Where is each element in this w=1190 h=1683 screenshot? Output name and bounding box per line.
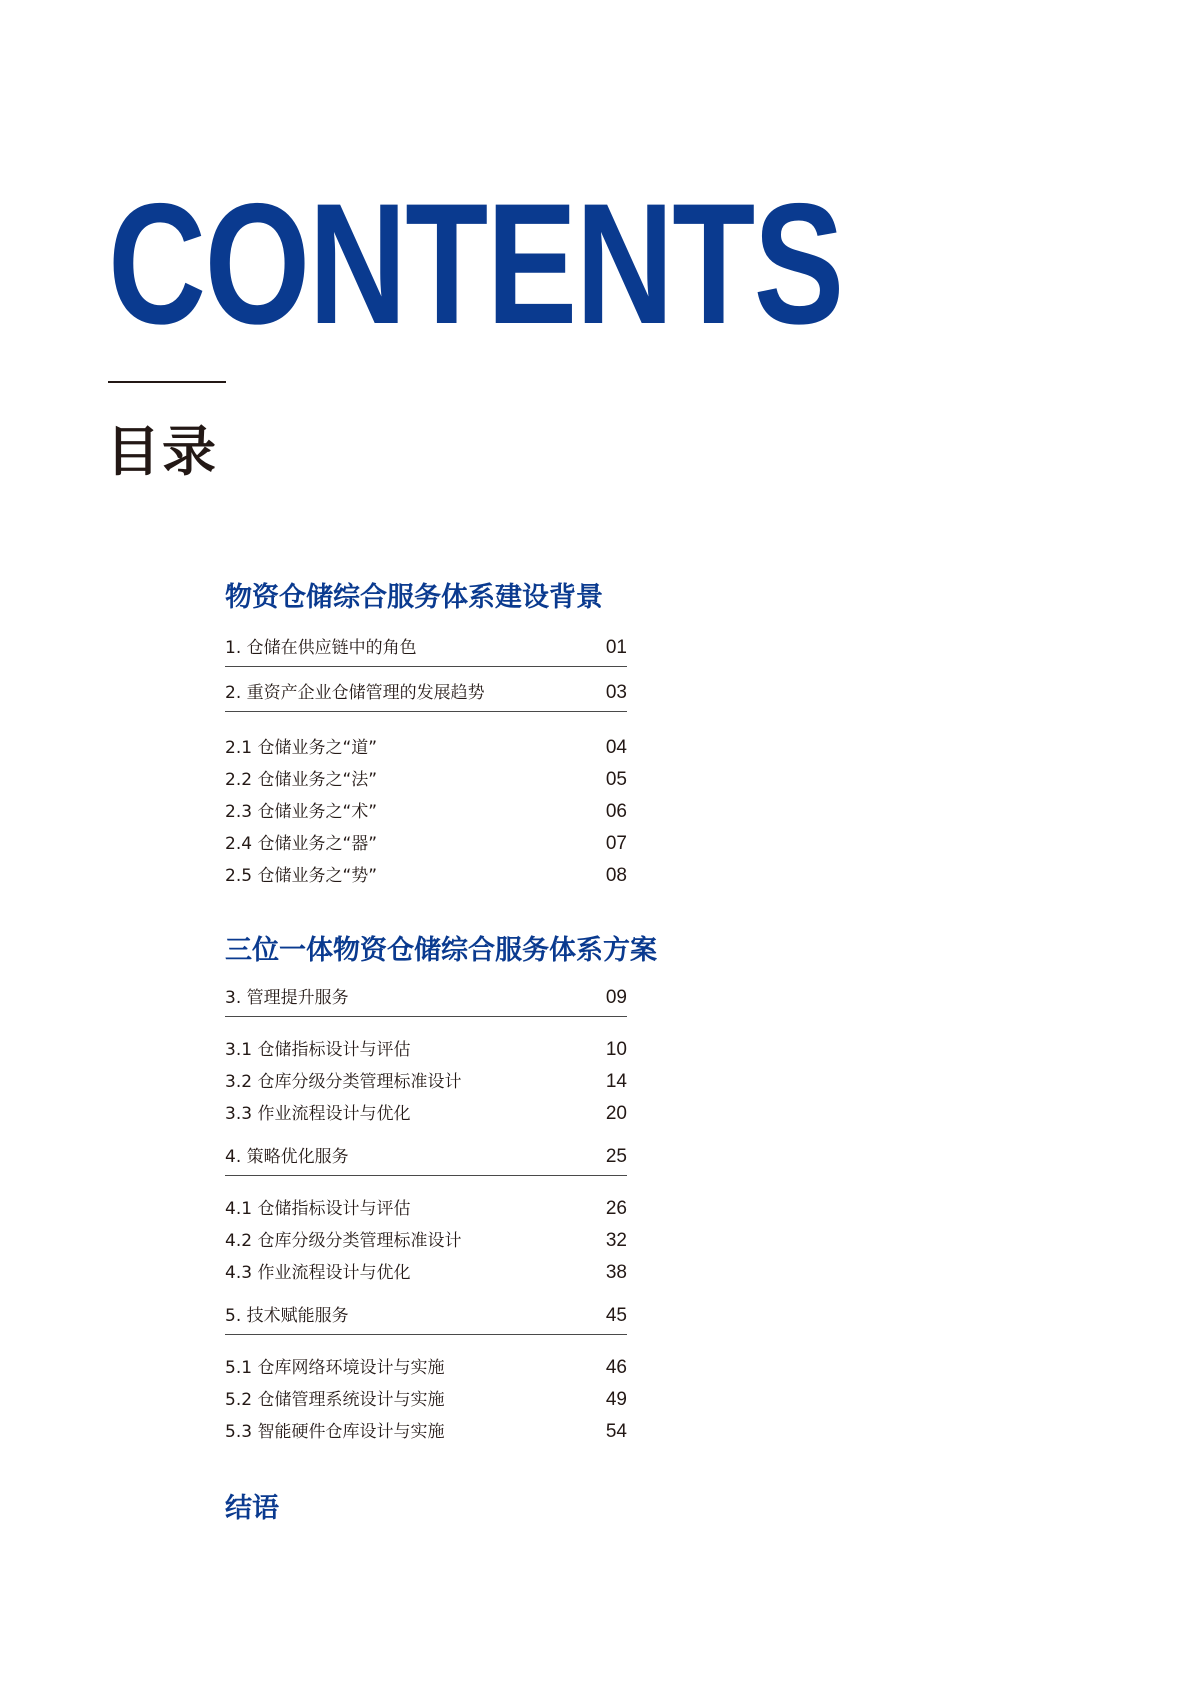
toc-entry-page: 49: [605, 1389, 627, 1410]
toc-entry-label: 5.3 智能硬件仓库设计与实施: [225, 1422, 445, 1442]
toc-entry[interactable]: [225, 1102, 627, 1126]
toc-entry-page: 08: [605, 865, 627, 886]
toc-entry-label: 5. 技术赋能服务: [225, 1306, 349, 1326]
toc-entry[interactable]: [225, 1038, 627, 1062]
toc-entry-label: 2.3 仓储业务之“术”: [225, 802, 378, 822]
toc-entry-label: 4.1 仓储指标设计与评估: [225, 1199, 411, 1219]
toc-entry[interactable]: [225, 681, 627, 712]
toc-entry[interactable]: [225, 736, 627, 760]
toc-entry-page: 07: [605, 833, 627, 854]
toc-entry-label: 4.2 仓库分级分类管理标准设计: [225, 1231, 462, 1251]
toc-entry-page: 03: [605, 682, 627, 703]
toc-entry-page: 38: [605, 1262, 627, 1283]
toc-entry[interactable]: [225, 1197, 627, 1221]
toc-entry-page: 46: [605, 1357, 627, 1378]
toc-entry-page: 10: [605, 1039, 627, 1060]
page-title: 目录: [106, 420, 218, 483]
toc-entry-label: 2.4 仓储业务之“器”: [225, 834, 378, 854]
section-heading[interactable]: 三位一体物资仓储综合服务体系方案: [225, 935, 657, 966]
toc-entry[interactable]: [225, 1261, 627, 1285]
toc-entry[interactable]: [225, 1356, 627, 1380]
toc-entry-label: 4.3 作业流程设计与优化: [225, 1263, 411, 1283]
toc-entry-label: 2.5 仓储业务之“势”: [225, 866, 378, 886]
toc-entry[interactable]: [225, 1145, 627, 1176]
toc-entry[interactable]: [225, 636, 627, 667]
toc-entry-page: 09: [605, 987, 627, 1008]
toc-entry[interactable]: [225, 1420, 627, 1444]
toc-entry-label: 3.2 仓库分级分类管理标准设计: [225, 1072, 462, 1092]
toc-entry-page: 54: [605, 1421, 627, 1442]
toc-entry-label: 2.1 仓储业务之“道”: [225, 738, 378, 758]
toc-entry-page: 20: [605, 1103, 627, 1124]
toc-entry-page: 04: [605, 737, 627, 758]
toc-entry-label: 4. 策略优化服务: [225, 1147, 349, 1167]
toc-entry[interactable]: [225, 1388, 627, 1412]
toc-entry-label: 1. 仓储在供应链中的角色: [225, 638, 417, 658]
toc-entry-page: 14: [605, 1071, 627, 1092]
toc-entry-page: 32: [605, 1230, 627, 1251]
toc-entry[interactable]: [225, 864, 627, 888]
toc-entry-page: 26: [605, 1198, 627, 1219]
section-heading[interactable]: 物资仓储综合服务体系建设背景: [225, 582, 603, 613]
toc-entry[interactable]: [225, 800, 627, 824]
toc-entry-label: 3. 管理提升服务: [225, 988, 349, 1008]
toc-entry-page: 25: [605, 1146, 627, 1167]
toc-entry-label: 2.2 仓储业务之“法”: [225, 770, 378, 790]
toc-entry[interactable]: [225, 1070, 627, 1094]
section-heading[interactable]: 结语: [225, 1493, 279, 1524]
toc-entry-label: 5.1 仓库网络环境设计与实施: [225, 1358, 445, 1378]
toc-entry[interactable]: [225, 832, 627, 856]
toc-entry[interactable]: [225, 768, 627, 792]
toc-entry-label: 2. 重资产企业仓储管理的发展趋势: [225, 683, 485, 703]
toc-entry-page: 06: [605, 801, 627, 822]
toc-entry-page: 01: [605, 637, 627, 658]
toc-entry-label: 3.3 作业流程设计与优化: [225, 1104, 411, 1124]
toc-entry-page: 05: [605, 769, 627, 790]
toc-entry[interactable]: [225, 1229, 627, 1253]
toc-entry-label: 5.2 仓储管理系统设计与实施: [225, 1390, 445, 1410]
toc-entry[interactable]: [225, 986, 627, 1017]
toc-entry-label: 3.1 仓储指标设计与评估: [225, 1040, 411, 1060]
toc-entry-page: 45: [605, 1305, 627, 1326]
toc-entry[interactable]: [225, 1304, 627, 1335]
contents-title: CONTENTS: [108, 168, 843, 360]
